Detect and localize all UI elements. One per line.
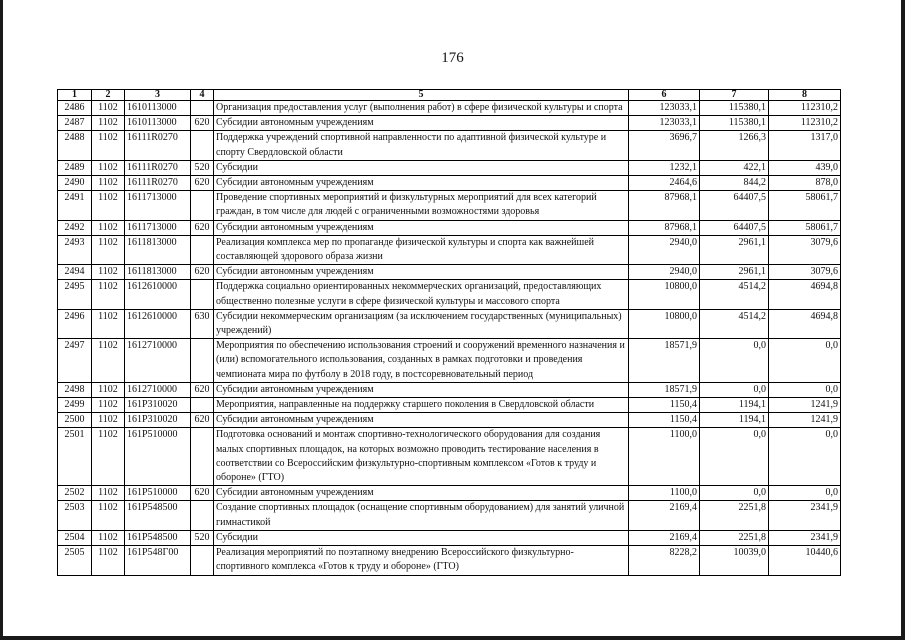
amount-col8-cell: 0,0 bbox=[769, 382, 841, 397]
section-code-cell: 1102 bbox=[92, 265, 125, 280]
target-code-cell: 16111R0270 bbox=[125, 176, 191, 191]
expense-type-cell bbox=[191, 501, 214, 530]
amount-col6-cell: 2169,4 bbox=[629, 501, 700, 530]
section-code-cell: 1102 bbox=[92, 235, 125, 264]
expense-type-cell bbox=[191, 235, 214, 264]
expense-type-cell: 620 bbox=[191, 382, 214, 397]
row-number-cell: 2499 bbox=[58, 398, 92, 413]
amount-col8-cell: 112310,2 bbox=[769, 116, 841, 131]
row-number-cell: 2503 bbox=[58, 501, 92, 530]
table-row bbox=[58, 220, 841, 235]
amount-col6-cell: 18571,9 bbox=[629, 339, 700, 383]
amount-col7-cell: 115380,1 bbox=[700, 116, 769, 131]
amount-col6-cell: 123033,1 bbox=[629, 116, 700, 131]
amount-col8-cell: 0,0 bbox=[769, 339, 841, 383]
target-code-cell: 161P510000 bbox=[125, 486, 191, 501]
header-cell: 4 bbox=[191, 90, 214, 101]
item-name-cell: Субсидии автономным учреждениям bbox=[214, 413, 629, 428]
amount-col6-cell: 3696,7 bbox=[629, 131, 700, 160]
amount-col7-cell: 2961,1 bbox=[700, 235, 769, 264]
header-cell: 8 bbox=[769, 90, 841, 101]
row-number-cell: 2486 bbox=[58, 101, 92, 116]
amount-col7-cell: 1266,3 bbox=[700, 131, 769, 160]
item-name-cell: Субсидии bbox=[214, 160, 629, 175]
amount-col8-cell: 58061,7 bbox=[769, 220, 841, 235]
table-row bbox=[58, 339, 841, 383]
target-code-cell: 1612610000 bbox=[125, 309, 191, 338]
amount-col7-cell: 844,2 bbox=[700, 176, 769, 191]
amount-col7-cell: 1194,1 bbox=[700, 398, 769, 413]
item-name-cell: Организация предоставления услуг (выполнения работ) в сфере физической культуры и спорта bbox=[214, 101, 629, 116]
target-code-cell: 1612610000 bbox=[125, 280, 191, 309]
item-name-cell: Проведение спортивных мероприятий и физкультурных мероприятий для всех категорий граждан, в том числе для людей с ограниченными возможностями здоровья bbox=[214, 191, 629, 220]
target-code-cell: 161P548500 bbox=[125, 501, 191, 530]
row-number-cell: 2495 bbox=[58, 280, 92, 309]
row-number-cell: 2491 bbox=[58, 191, 92, 220]
item-name-cell: Субсидии автономным учреждениям bbox=[214, 116, 629, 131]
target-code-cell: 1611713000 bbox=[125, 191, 191, 220]
amount-col8-cell: 0,0 bbox=[769, 486, 841, 501]
row-number-cell: 2501 bbox=[58, 428, 92, 486]
amount-col7-cell: 0,0 bbox=[700, 382, 769, 397]
amount-col8-cell: 58061,7 bbox=[769, 191, 841, 220]
target-code-cell: 16111R0270 bbox=[125, 131, 191, 160]
expense-type-cell bbox=[191, 101, 214, 116]
section-code-cell: 1102 bbox=[92, 176, 125, 191]
amount-col8-cell: 3079,6 bbox=[769, 235, 841, 264]
item-name-cell: Мероприятия по обеспечению использования строений и сооружений временного назначения и (или) вспомогательного использования, созданных в рамках подготовки и проведения чемпионата мира по футболу в 2018 году, в постсоревновательный период bbox=[214, 339, 629, 383]
amount-col8-cell: 1241,9 bbox=[769, 398, 841, 413]
row-number-cell: 2496 bbox=[58, 309, 92, 338]
expense-type-cell: 620 bbox=[191, 413, 214, 428]
amount-col6-cell: 1100,0 bbox=[629, 486, 700, 501]
scan-border-right bbox=[901, 0, 905, 640]
item-name-cell: Субсидии автономным учреждениям bbox=[214, 265, 629, 280]
row-number-cell: 2498 bbox=[58, 382, 92, 397]
expense-type-cell: 620 bbox=[191, 176, 214, 191]
item-name-cell: Реализация комплекса мер по пропаганде физической культуры и спорта как важнейшей составляющей здорового образа жизни bbox=[214, 235, 629, 264]
table-row bbox=[58, 191, 841, 220]
expense-type-cell bbox=[191, 546, 214, 575]
amount-col7-cell: 1194,1 bbox=[700, 413, 769, 428]
section-code-cell: 1102 bbox=[92, 546, 125, 575]
section-code-cell: 1102 bbox=[92, 339, 125, 383]
row-number-cell: 2487 bbox=[58, 116, 92, 131]
amount-col6-cell: 10800,0 bbox=[629, 280, 700, 309]
section-code-cell: 1102 bbox=[92, 398, 125, 413]
amount-col7-cell: 115380,1 bbox=[700, 101, 769, 116]
section-code-cell: 1102 bbox=[92, 501, 125, 530]
scan-border-left bbox=[0, 0, 3, 640]
amount-col6-cell: 1150,4 bbox=[629, 398, 700, 413]
row-number-cell: 2504 bbox=[58, 530, 92, 545]
amount-col8-cell: 3079,6 bbox=[769, 265, 841, 280]
amount-col7-cell: 2251,8 bbox=[700, 501, 769, 530]
amount-col6-cell: 87968,1 bbox=[629, 220, 700, 235]
target-code-cell: 1611813000 bbox=[125, 235, 191, 264]
table-body bbox=[58, 101, 841, 576]
amount-col7-cell: 0,0 bbox=[700, 486, 769, 501]
amount-col8-cell: 2341,9 bbox=[769, 501, 841, 530]
target-code-cell: 161P548500 bbox=[125, 530, 191, 545]
target-code-cell: 161P310020 bbox=[125, 413, 191, 428]
target-code-cell: 1610113000 bbox=[125, 101, 191, 116]
table-row bbox=[58, 546, 841, 575]
section-code-cell: 1102 bbox=[92, 220, 125, 235]
item-name-cell: Субсидии bbox=[214, 530, 629, 545]
amount-col8-cell: 439,0 bbox=[769, 160, 841, 175]
amount-col8-cell: 0,0 bbox=[769, 428, 841, 486]
table-row bbox=[58, 309, 841, 338]
table-row bbox=[58, 501, 841, 530]
page-number: 176 bbox=[441, 50, 464, 66]
section-code-cell: 1102 bbox=[92, 309, 125, 338]
budget-table bbox=[57, 89, 841, 576]
amount-col6-cell: 87968,1 bbox=[629, 191, 700, 220]
table-row bbox=[58, 530, 841, 545]
section-code-cell: 1102 bbox=[92, 116, 125, 131]
expense-type-cell: 630 bbox=[191, 309, 214, 338]
target-code-cell: 161P310020 bbox=[125, 398, 191, 413]
item-name-cell: Субсидии автономным учреждениям bbox=[214, 176, 629, 191]
table-row bbox=[58, 101, 841, 116]
row-number-cell: 2493 bbox=[58, 235, 92, 264]
amount-col6-cell: 2940,0 bbox=[629, 235, 700, 264]
row-number-cell: 2488 bbox=[58, 131, 92, 160]
expense-type-cell bbox=[191, 191, 214, 220]
amount-col8-cell: 1241,9 bbox=[769, 413, 841, 428]
amount-col6-cell: 1100,0 bbox=[629, 428, 700, 486]
amount-col7-cell: 2251,8 bbox=[700, 530, 769, 545]
item-name-cell: Субсидии автономным учреждениям bbox=[214, 382, 629, 397]
amount-col6-cell: 10800,0 bbox=[629, 309, 700, 338]
amount-col7-cell: 64407,5 bbox=[700, 220, 769, 235]
table-row bbox=[58, 280, 841, 309]
row-number-cell: 2497 bbox=[58, 339, 92, 383]
expense-type-cell: 520 bbox=[191, 160, 214, 175]
item-name-cell: Субсидии автономным учреждениям bbox=[214, 486, 629, 501]
row-number-cell: 2502 bbox=[58, 486, 92, 501]
table-header-row bbox=[58, 90, 841, 101]
row-number-cell: 2489 bbox=[58, 160, 92, 175]
section-code-cell: 1102 bbox=[92, 486, 125, 501]
section-code-cell: 1102 bbox=[92, 382, 125, 397]
section-code-cell: 1102 bbox=[92, 101, 125, 116]
table-row bbox=[58, 382, 841, 397]
expense-type-cell: 620 bbox=[191, 486, 214, 501]
section-code-cell: 1102 bbox=[92, 191, 125, 220]
amount-col6-cell: 8228,2 bbox=[629, 546, 700, 575]
expense-type-cell bbox=[191, 398, 214, 413]
amount-col6-cell: 1150,4 bbox=[629, 413, 700, 428]
expense-type-cell bbox=[191, 339, 214, 383]
table-row bbox=[58, 428, 841, 486]
expense-type-cell: 520 bbox=[191, 530, 214, 545]
amount-col6-cell: 1232,1 bbox=[629, 160, 700, 175]
expense-type-cell: 620 bbox=[191, 116, 214, 131]
table-row bbox=[58, 176, 841, 191]
item-name-cell: Подготовка оснований и монтаж спортивно-технологического оборудования для создания малых спортивных площадок, на которых возможно проводить тестирование населения в соответствии со Всероссийским физкультурно-спортивным комплексом «Готов к труду и обороне» (ГТО) bbox=[214, 428, 629, 486]
target-code-cell: 1610113000 bbox=[125, 116, 191, 131]
row-number-cell: 2494 bbox=[58, 265, 92, 280]
amount-col7-cell: 0,0 bbox=[700, 428, 769, 486]
row-number-cell: 2505 bbox=[58, 546, 92, 575]
amount-col7-cell: 4514,2 bbox=[700, 309, 769, 338]
header-cell: 5 bbox=[214, 90, 629, 101]
item-name-cell: Мероприятия, направленные на поддержку старшего поколения в Свердловской области bbox=[214, 398, 629, 413]
section-code-cell: 1102 bbox=[92, 131, 125, 160]
amount-col7-cell: 4514,2 bbox=[700, 280, 769, 309]
item-name-cell: Субсидии некоммерческим организациям (за исключением государственных (муниципальных) учреждений) bbox=[214, 309, 629, 338]
target-code-cell: 1611713000 bbox=[125, 220, 191, 235]
section-code-cell: 1102 bbox=[92, 280, 125, 309]
amount-col8-cell: 2341,9 bbox=[769, 530, 841, 545]
section-code-cell: 1102 bbox=[92, 413, 125, 428]
section-code-cell: 1102 bbox=[92, 160, 125, 175]
amount-col8-cell: 112310,2 bbox=[769, 101, 841, 116]
table-row bbox=[58, 160, 841, 175]
target-code-cell: 1612710000 bbox=[125, 339, 191, 383]
amount-col6-cell: 2169,4 bbox=[629, 530, 700, 545]
target-code-cell: 16111R0270 bbox=[125, 160, 191, 175]
table-row bbox=[58, 413, 841, 428]
table-row bbox=[58, 486, 841, 501]
table-row bbox=[58, 116, 841, 131]
amount-col8-cell: 878,0 bbox=[769, 176, 841, 191]
expense-type-cell bbox=[191, 131, 214, 160]
amount-col7-cell: 0,0 bbox=[700, 339, 769, 383]
row-number-cell: 2490 bbox=[58, 176, 92, 191]
item-name-cell: Поддержка учреждений спортивной направленности по адаптивной физической культуре и спорту Свердловской области bbox=[214, 131, 629, 160]
target-code-cell: 161P548Г00 bbox=[125, 546, 191, 575]
section-code-cell: 1102 bbox=[92, 428, 125, 486]
amount-col7-cell: 64407,5 bbox=[700, 191, 769, 220]
amount-col7-cell: 422,1 bbox=[700, 160, 769, 175]
header-cell: 7 bbox=[700, 90, 769, 101]
amount-col8-cell: 10440,6 bbox=[769, 546, 841, 575]
scan-border-bottom bbox=[0, 636, 905, 640]
amount-col6-cell: 18571,9 bbox=[629, 382, 700, 397]
section-code-cell: 1102 bbox=[92, 530, 125, 545]
amount-col8-cell: 4694,8 bbox=[769, 280, 841, 309]
header-cell: 6 bbox=[629, 90, 700, 101]
header-cell: 1 bbox=[58, 90, 92, 101]
table-row bbox=[58, 398, 841, 413]
expense-type-cell bbox=[191, 280, 214, 309]
expense-type-cell: 620 bbox=[191, 220, 214, 235]
target-code-cell: 1612710000 bbox=[125, 382, 191, 397]
amount-col6-cell: 2940,0 bbox=[629, 265, 700, 280]
row-number-cell: 2492 bbox=[58, 220, 92, 235]
header-cell: 2 bbox=[92, 90, 125, 101]
table-row bbox=[58, 235, 841, 264]
amount-col8-cell: 1317,0 bbox=[769, 131, 841, 160]
row-number-cell: 2500 bbox=[58, 413, 92, 428]
item-name-cell: Субсидии автономным учреждениям bbox=[214, 220, 629, 235]
expense-type-cell bbox=[191, 428, 214, 486]
item-name-cell: Создание спортивных площадок (оснащение спортивным оборудованием) для занятий уличной гимнастикой bbox=[214, 501, 629, 530]
amount-col6-cell: 2464,6 bbox=[629, 176, 700, 191]
item-name-cell: Поддержка социально ориентированных некоммерческих организаций, предоставляющих общественно полезные услуги в сфере физической культуры и массового спорта bbox=[214, 280, 629, 309]
target-code-cell: 161P510000 bbox=[125, 428, 191, 486]
table-row bbox=[58, 131, 841, 160]
expense-type-cell: 620 bbox=[191, 265, 214, 280]
target-code-cell: 1611813000 bbox=[125, 265, 191, 280]
amount-col8-cell: 4694,8 bbox=[769, 309, 841, 338]
item-name-cell: Реализация мероприятий по поэтапному внедрению Всероссийского физкультурно-спортивного комплекса «Готов к труду и обороне» (ГТО) bbox=[214, 546, 629, 575]
amount-col7-cell: 10039,0 bbox=[700, 546, 769, 575]
amount-col7-cell: 2961,1 bbox=[700, 265, 769, 280]
header-cell: 3 bbox=[125, 90, 191, 101]
table-row bbox=[58, 265, 841, 280]
amount-col6-cell: 123033,1 bbox=[629, 101, 700, 116]
